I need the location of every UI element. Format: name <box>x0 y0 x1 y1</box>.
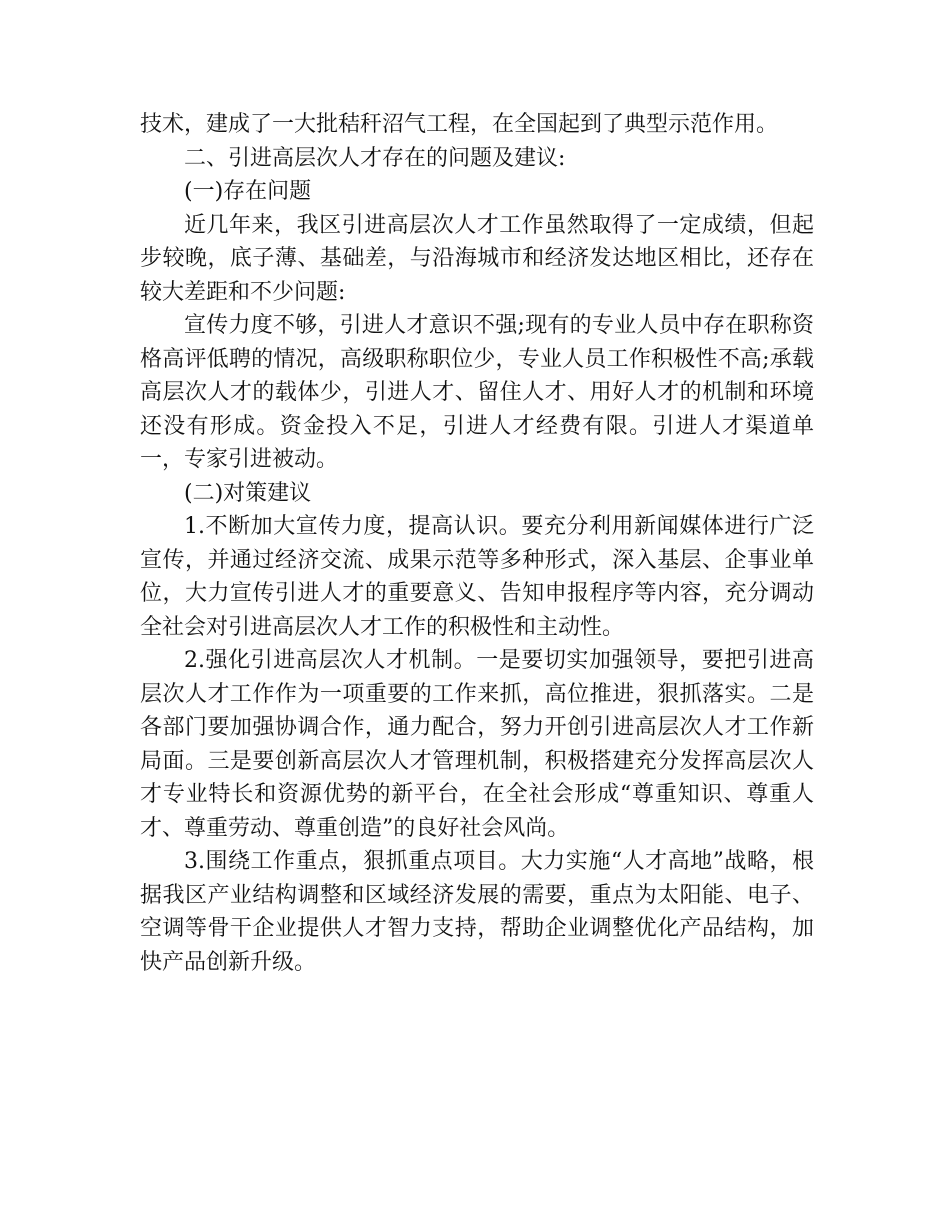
subheading-problems: (一)存在问题 <box>184 179 312 204</box>
paragraph-continuation: 技术，建成了一大批秸秆沼气工程，在全国起到了典型示范作用。 <box>140 112 779 137</box>
paragraph-intro: 近几年来，我区引进高层次人才工作虽然取得了一定成绩，但起步较晚，底子薄、基础差，与沿海城市和经济发达地区相比，还存在较大差距和不少问题: <box>140 212 814 305</box>
paragraph-problems: 宣传力度不够，引进人才意识不强;现有的专业人员中存在职称资格高评低聘的情况，高级职称职位少，专业人员工作积极性不高;承载高层次人才的载体少，引进人才、留住人才、用好人才的机制和环境还没有形成。资金投入不足，引进人才经费有限。引进人才渠道单一，专家引进被动。 <box>140 313 814 472</box>
paragraph-suggestion-1: 1.不断加大宣传力度，提高认识。要充分利用新闻媒体进行广泛宣传，并通过经济交流、成果示范等多种形式，深入基层、企事业单位，大力宣传引进人才的重要意义、告知申报程序等内容，充分调动全社会对引进高层次人才工作的积极性和主动性。 <box>140 514 814 640</box>
section-heading-2: 二、引进高层次人才存在的问题及建议: <box>184 145 566 171</box>
document-body <box>140 108 814 979</box>
paragraph-suggestion-3: 3.围绕工作重点，狠抓重点项目。大力实施“人才高地”战略，根据我区产业结构调整和区域经济发展的需要，重点为太阳能、电子、空调等骨干企业提供人才智力支持，帮助企业调整优化产品结构，加快产品创新升级。 <box>140 849 814 975</box>
paragraph-suggestion-2: 2.强化引进高层次人才机制。一是要切实加强领导，要把引进高层次人才工作作为一项重要的工作来抓，高位推进，狠抓落实。二是各部门要加强协调合作，通力配合，努力开创引进高层次人才工作新局面。三是要创新高层次人才管理机制，积极搭建充分发挥高层次人才专业特长和资源优势的新平台，在全社会形成“尊重知识、尊重人才、尊重劳动、尊重创造”的良好社会风尚。 <box>140 648 814 841</box>
subheading-suggestions: (二)对策建议 <box>184 480 312 506</box>
